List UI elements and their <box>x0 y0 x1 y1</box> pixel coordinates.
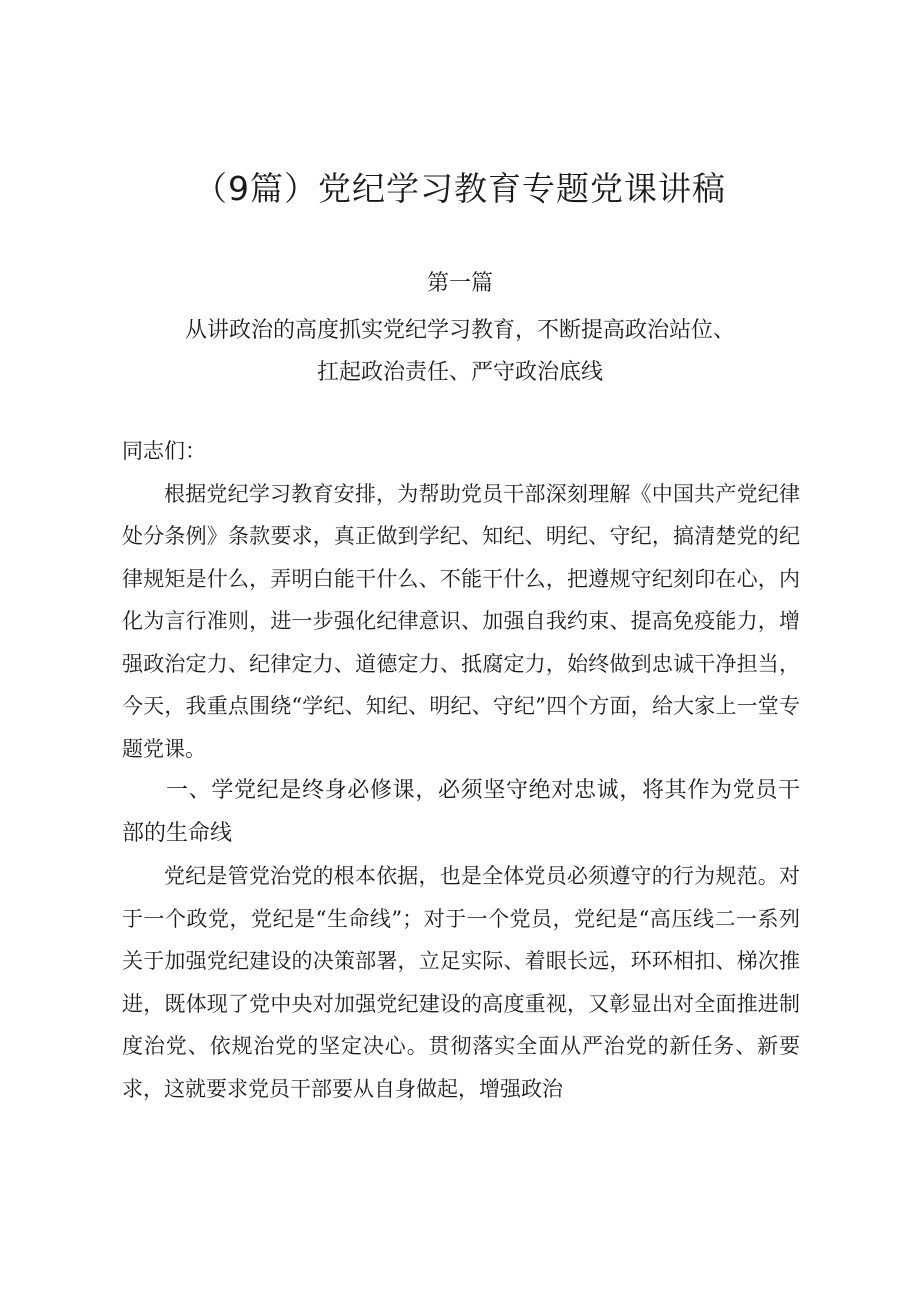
greeting: 同志们： <box>122 439 206 463</box>
part-label: 第一篇 <box>426 271 493 296</box>
subtitle-line: 扛起政治责任、严守政治底线 <box>316 360 603 385</box>
document-title: （9篇）党纪学习教育专题党课讲稿 <box>194 169 726 208</box>
intro-paragraph: 根据党纪学习教育安排，为帮助党员干部深刻理解《中国共产党纪律处分条例》条款要求，真正做到学纪、知纪、明纪、守纪，搞清楚党的纪律规矩是什么，弄明白能干什么、不能干什么，把遵规守纪刻印在心，内化为言行准则，进一步强化纪律意识、加强自我约束、提高免疫能力，增强政治定力、纪律定力、道德定力、抵腐定力，始终做到忠诚干净担当，今天，我重点围绕“学纪、知纪、明纪、守纪”四个方面，给大家上一堂专题党课。 <box>122 481 800 761</box>
subtitle-line: 从讲政治的高度抓实党纪学习教育，不断提高政治站位、 <box>184 318 735 343</box>
part-subtitle <box>120 310 800 394</box>
section-paragraph: 党纪是管党治党的根本依据，也是全体党员必须遵守的行为规范。对于一个政党，党纪是“生命线”；对于一个党员，党纪是“高压线二一系列关于加强党纪建设的决策部署，立足实际、着眼长远，环环相扣、梯次推进，既体现了党中央对加强党纪建设的高度重视，又彰显出对全面推进制度治党、依规治党的坚定决心。贯彻落实全面从严治党的新任务、新要求，这就要求党员干部要从自身做起，增强政治 <box>122 864 800 1101</box>
document-body <box>122 430 800 1110</box>
section-heading: 一、学党纪是终身必修课，必须坚守绝对忠诚，将其作为党员干部的生命线 <box>122 778 800 846</box>
